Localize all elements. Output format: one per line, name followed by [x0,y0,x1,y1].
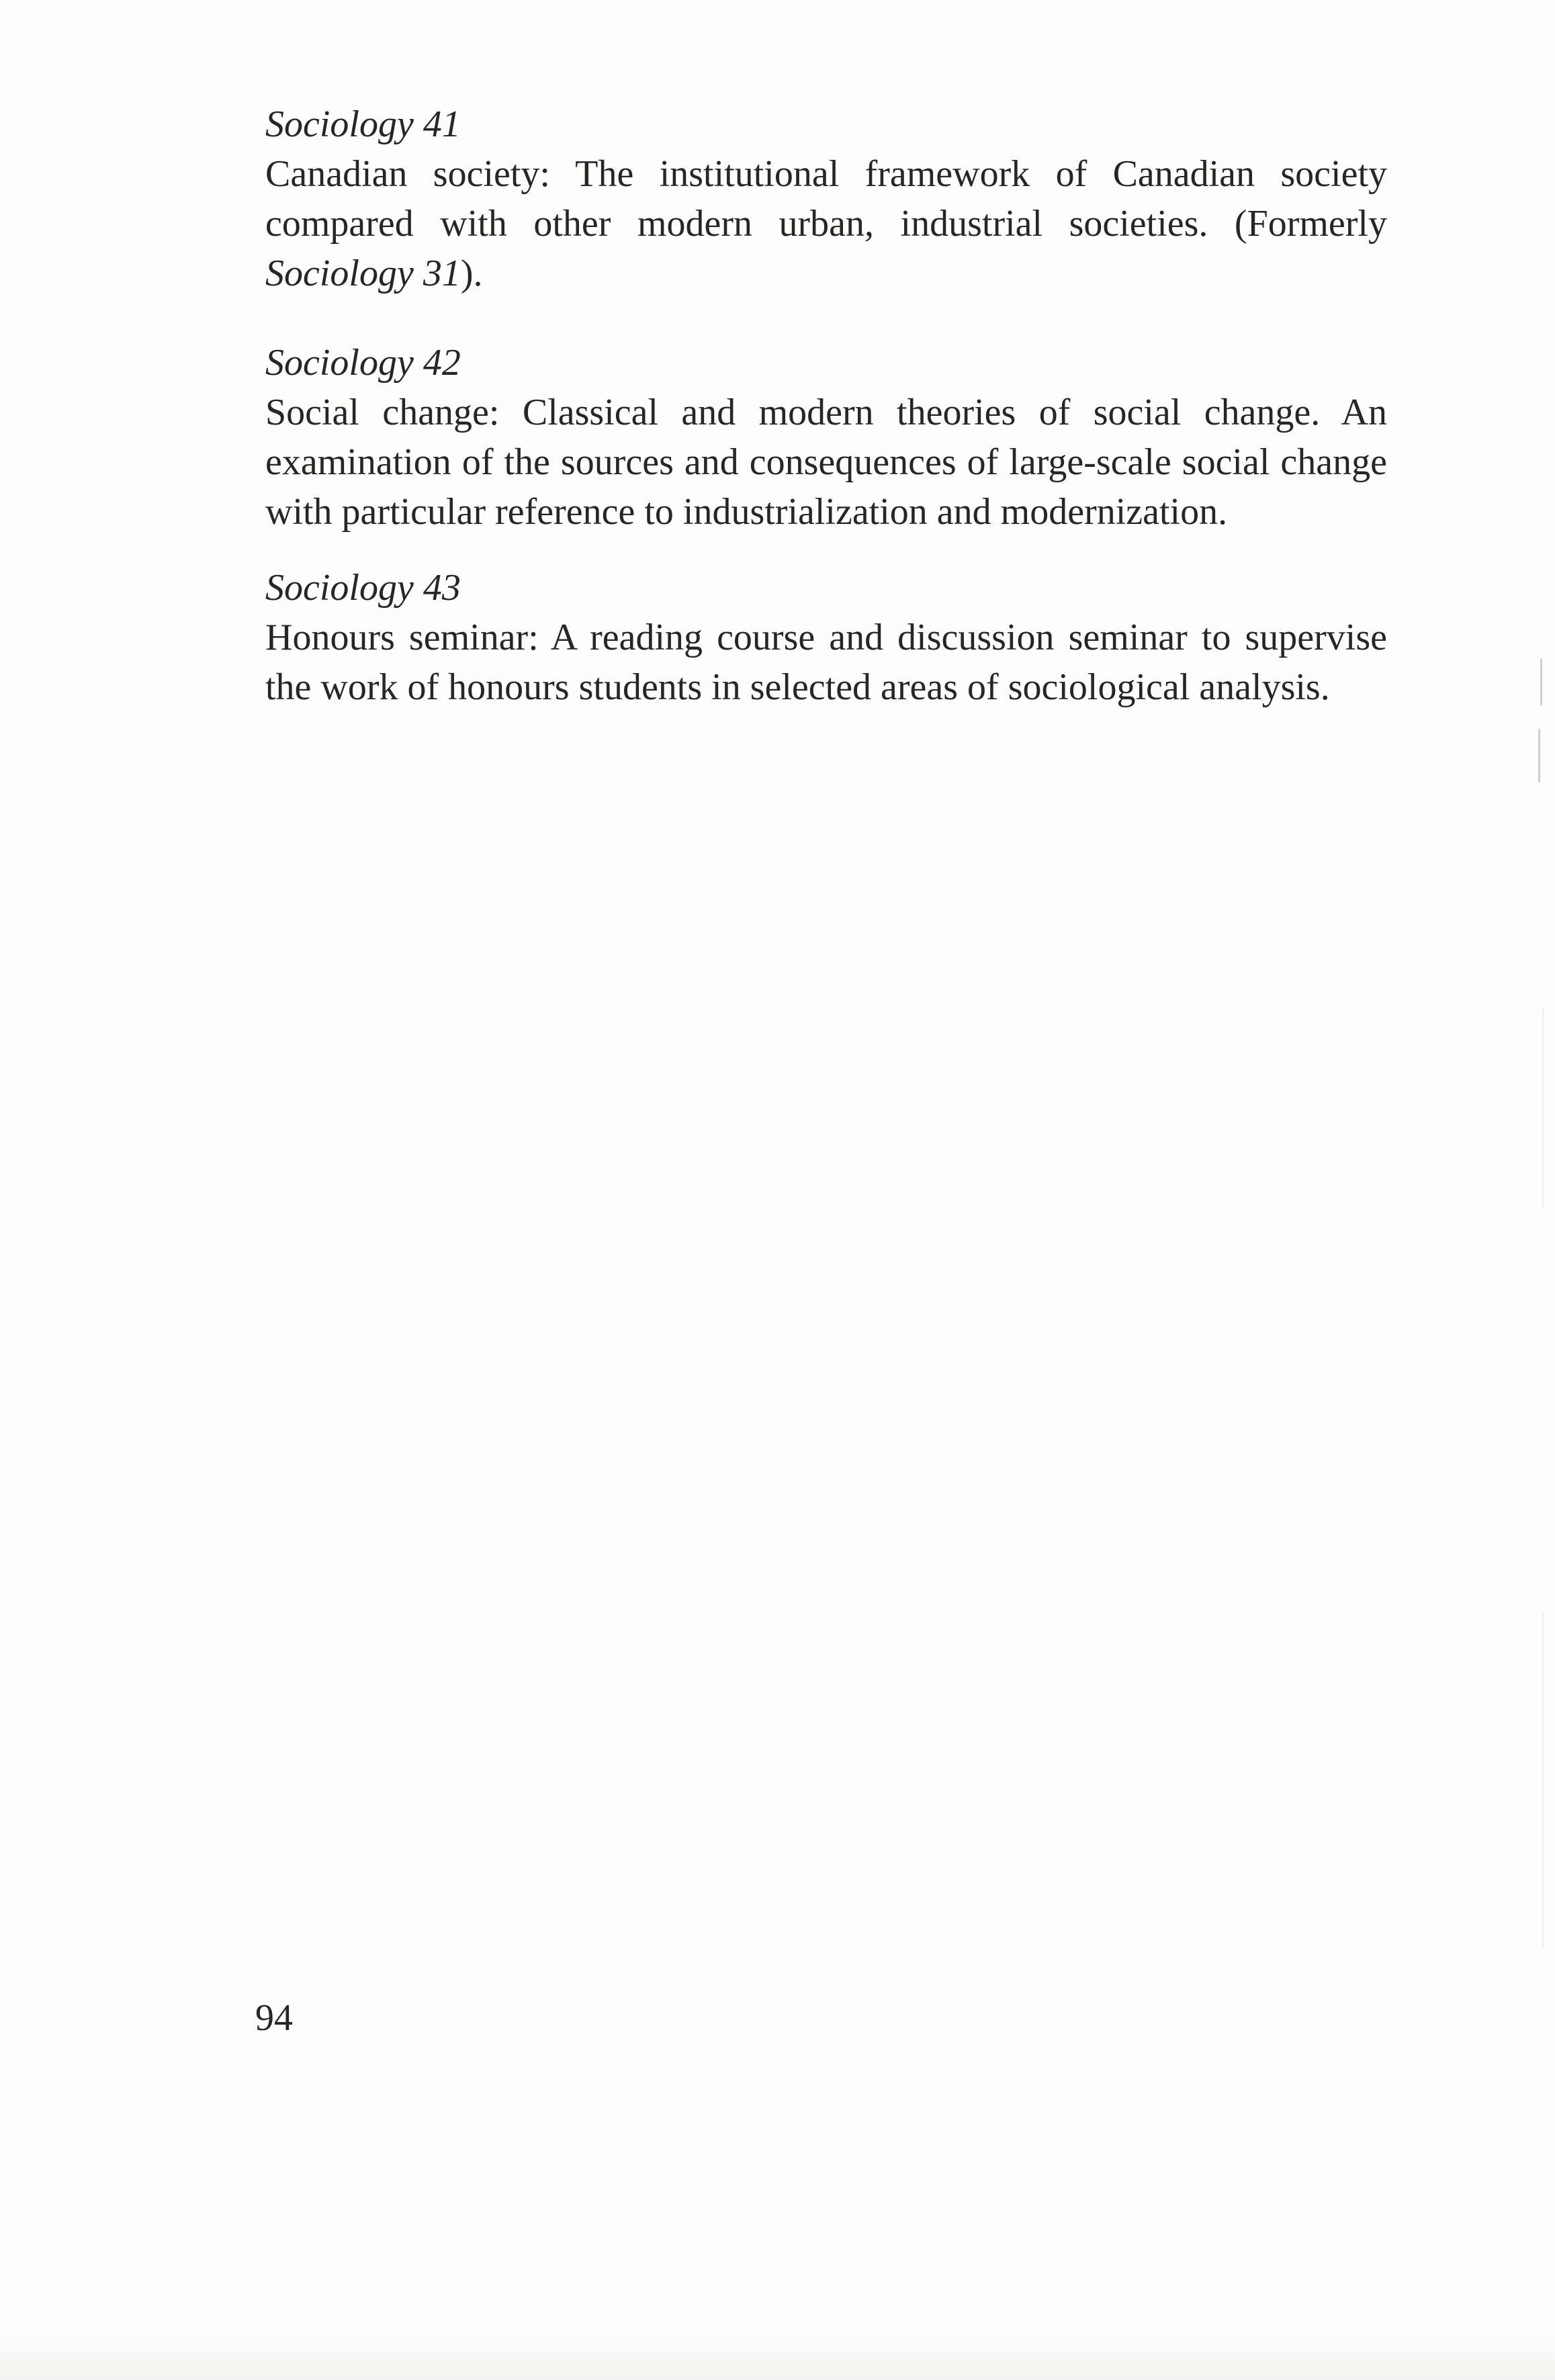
course-description: Honours seminar: A reading course and discussion seminar to supervise the work of honours students in selected areas of sociological analysis. [265,617,1387,708]
course-description: Social change: Classical and modern theories of social change. An examination of the sources and consequences of large-scale social change with particular reference to industrialization and modernization. [265,392,1387,533]
scan-artifact [1542,1612,1544,1948]
course-description-text: Canadian society: The institutional framework of Canadian society compared with other modern urban, industrial societies. (Formerly [265,153,1387,245]
course-description [265,149,1387,298]
course-heading: Sociology 41 [265,103,461,145]
page-number: 94 [255,1997,293,2039]
former-course-reference: Sociology 31 [265,253,461,294]
scan-artifact [1542,1008,1544,1209]
course-entry-sociology-43 [265,563,1387,712]
scan-artifact [1540,658,1542,705]
course-entry-sociology-42 [265,338,1387,537]
course-entry-sociology-41 [265,99,1387,298]
scan-artifact [1538,729,1540,783]
course-heading: Sociology 42 [265,342,461,384]
course-description-end: ). [460,253,483,294]
scan-edge-shadow [0,2338,1555,2380]
course-heading: Sociology 43 [265,567,461,609]
